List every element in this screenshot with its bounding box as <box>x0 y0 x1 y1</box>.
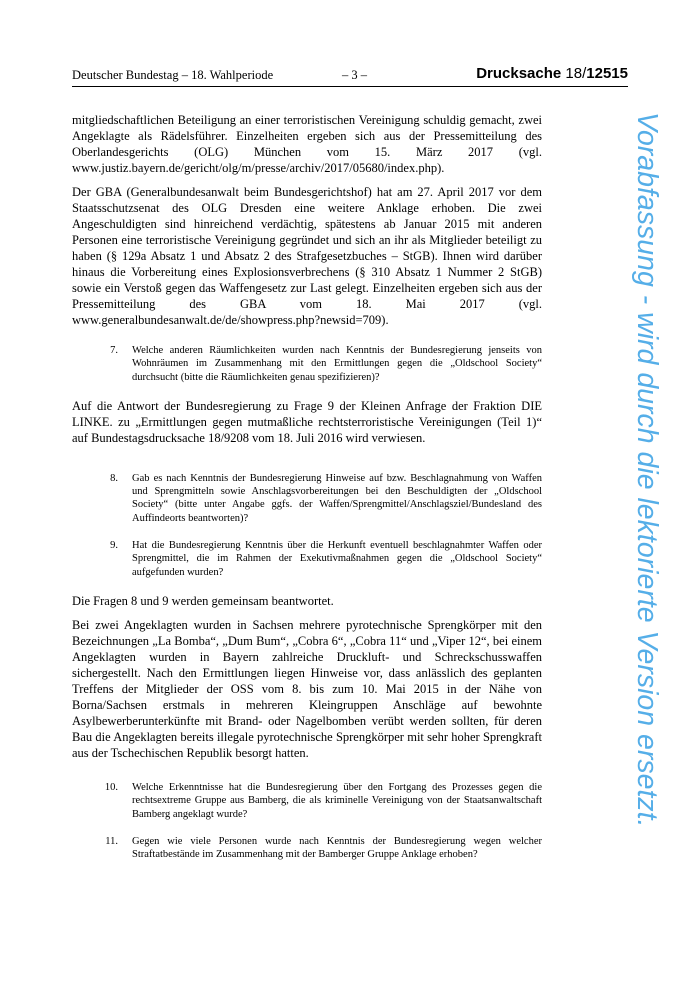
question-text: Hat die Bundesregierung Kenntnis über die Herkunft eventuell beschlagnahmter Waffen oder Sprengmittel, die im Rahmen der Exekutivmaßnahmen gegen die „Oldschool Society“ aufgefunden wurden? <box>132 540 542 578</box>
question-text: Gegen wie viele Personen wurde nach Kenntnis der Bundesregierung wegen welcher Straftatbestände im Zusammenhang mit der Bamberger Gruppe Anklage erhoben? <box>132 835 542 861</box>
paragraph: Auf die Antwort der Bundesregierung zu Frage 9 der Kleinen Anfrage der Fraktion DIE LINKE. zu „Ermittlungen gegen mutmaßliche rechtsterroristische Vereinigungen (Teil 1)“ auf Bundestagsdrucksache 18/9208 vom 18. Juli 2016 wird verwiesen. <box>72 398 542 445</box>
paragraph: Der GBA (Generalbundesanwalt beim Bundesgerichtshof) hat am 27. April 2017 vor dem Staatsschutzsenat des OLG Dresden eine weitere Anklage erhoben. Die zwei Angeschuldigten sind hinreichend verdächtig, spätestens ab Januar 2015 mit anderen Personen eine terroristische Vereinigung gegründet und sich an ihr als Mitglieder beteiligt zu haben (§ 129a Absatz 1 und Absatz 2 des Strafgesetzbuches – StGB). Ihnen wird darüber hinaus die Vorbereitung eines Explosionsverbrechens (§ 310 Absatz 1 Nummer 2 StGB) sowie ein Verstoß gegen das Waffengesetz zur Last gelegt. Einzelheiten ergeben sich aus der Pressemitteilung des GBA vom 18. Mai 2017 (vgl. www.generalbundesanwalt.de/de/showpress.php?newsid=709). <box>72 185 542 327</box>
header-publication: Deutscher Bundestag – 18. Wahlperiode <box>72 68 274 82</box>
question-11 <box>72 835 542 862</box>
question-8 <box>72 472 542 525</box>
question-number: 9. <box>110 540 118 552</box>
question-number: 7. <box>110 345 118 356</box>
question-text: Gab es nach Kenntnis der Bundesregierung Hinweise auf bzw. Beschlagnahmung von Waffen und Sprengmitteln sowie Anschlagsvorbereitungen bei den Beschuldigten der „Oldschool Society“ (bitte unter Angabe ggfs. der Waffen/Sprengmittel/Anschlagsziel/Bundesland des Auffindeorts beantworten)? <box>132 472 542 524</box>
paragraph: mitgliedschaftlichen Beteiligung an einer terroristischen Vereinigung schuldig gemacht, zwei Angeklagte als Rädelsführer. Einzelheiten ergeben sich aus der Pressemitteilung des Oberlandesgerichts (OLG) München vom 15. März 2017 (vgl. www.justiz.bayern.de/gericht/olg/m/presse/archiv/2017/05680/index.php). <box>72 113 542 175</box>
document-body <box>72 112 542 875</box>
paragraph: Bei zwei Angeklagten wurden in Sachsen mehrere pyrotechnische Sprengkörper mit den Bezeichnungen „La Bomba“, „Dum Bum“, „Cobra 6“, „Cobra 11“ und „Viper 12“, bei einem Angeklagten wurden in Bayern zahlreiche Druckluft- und Schreckschusswaffen sichergestellt. Nach den Ermittlungen liegen Hinweise vor, dass anlässlich des geplanten Treffens der Mitglieder der OSS vom 8. bis zum 10. Mai 2015 in der Nähe von Borna/Sachsen erstmals in mehreren Kleingruppen Anschläge auf bewohnte Asylbewerberunterkünfte mit Brand- oder Nagelbomben verübt werden sollten, für deren Bau die Angeklagten bereits illegale pyrotechnische Sprengkörper mit sehr hoher Sprengkraft aus der Tschechischen Republik besorgt hatten. <box>72 617 542 760</box>
question-10 <box>72 781 542 821</box>
question-9 <box>72 539 542 579</box>
header-doc-id <box>476 65 628 82</box>
watermark-text: Vorabfassung - wird durch die lektorierte Version ersetzt. <box>631 112 663 828</box>
header-page-number: – 3 – <box>342 68 367 82</box>
question-number: 10. <box>104 781 118 793</box>
question-7 <box>72 344 542 384</box>
question-text: Welche anderen Räumlichkeiten wurden nach Kenntnis der Bundesregierung jenseits von Wohnräumen im Zusammenhang mit den Ermittlungen gegen die „Oldschool Society“ durchsucht (bitte die Räumlichkeiten genau spezifizieren)? <box>132 345 542 383</box>
question-number: 8. <box>110 472 118 484</box>
doc-num-prefix: 18/ <box>565 65 587 82</box>
page-header <box>72 64 628 87</box>
paragraph: Die Fragen 8 und 9 werden gemeinsam beantwortet. <box>72 593 334 608</box>
question-text: Welche Erkenntnisse hat die Bundesregierung über den Fortgang des Prozesses gegen die rechtsextreme Gruppe aus Bamberg, die als kriminelle Vereinigung von der Staatsanwaltschaft Bamberg angeklagt wurde? <box>132 781 542 820</box>
doc-label: Drucksache <box>476 65 562 82</box>
doc-num: 12515 <box>586 65 628 82</box>
question-number: 11. <box>105 835 118 847</box>
draft-watermark <box>631 112 678 912</box>
